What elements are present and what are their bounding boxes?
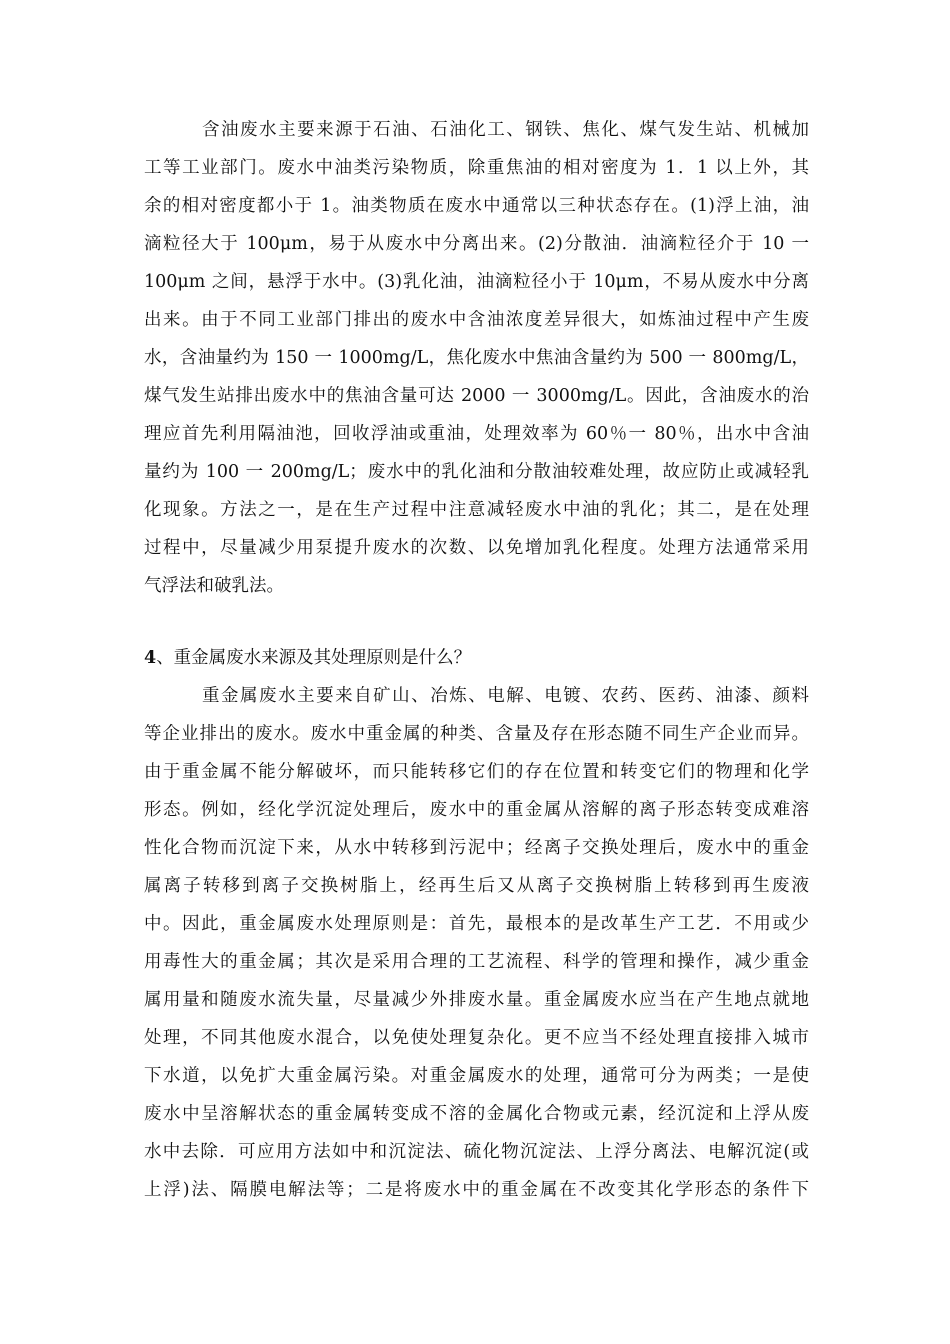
text-line: 工等工业部门。废水中油类污染物质，除重焦油的相对密度为 1．1 以上外，其 <box>144 158 809 178</box>
text-line: 水中去除．可应用方法如中和沉淀法、硫化物沉淀法、上浮分离法、电解沉淀(或 <box>144 1142 809 1162</box>
text-line: 属离子转移到离子交换树脂上，经再生后又从离子交换树脂上转移到再生废液 <box>144 876 809 896</box>
text-line: 性化合物而沉淀下来，从水中转移到污泥中；经离子交换处理后，废水中的重金 <box>144 838 809 858</box>
text-line: 出来。由于不同工业部门排出的废水中含油浓度差异很大，如炼油过程中产生废 <box>144 310 809 330</box>
text-line: 由于重金属不能分解破坏，而只能转移它们的存在位置和转变它们的物理和化学 <box>144 762 809 782</box>
text-line: 余的相对密度都小于 1。油类物质在废水中通常以三种状态存在。(1)浮上油，油 <box>144 196 809 216</box>
text-line: 废水中呈溶解状态的重金属转变成不溶的金属化合物或元素，经沉淀和上浮从废 <box>144 1104 809 1124</box>
text-line: 下水道，以免扩大重金属污染。对重金属废水的处理，通常可分为两类；一是使 <box>144 1066 809 1086</box>
text-line: 属用量和随废水流失量，尽量减少外排废水量。重金属废水应当在产生地点就地 <box>144 990 809 1010</box>
text-line: 煤气发生站排出废水中的焦油含量可达 2000 一 3000mg/L。因此，含油废水的治 <box>144 386 809 406</box>
text-line: 水，含油量约为 150 一 1000mg/L，焦化废水中焦油含量约为 500 一 800mg/L， <box>144 348 809 368</box>
section-heading <box>144 645 809 671</box>
text-line: 化现象。方法之一，是在生产过程中注意减轻废水中油的乳化；其二，是在处理 <box>144 500 809 520</box>
text-line: 中。因此，重金属废水处理原则是：首先，最根本的是改革生产工艺．不用或少 <box>144 914 809 934</box>
text-line: 含油废水主要来源于石油、石油化工、钢铁、焦化、煤气发生站、机械加 <box>202 120 809 140</box>
text-line: 上浮)法、隔膜电解法等；二是将废水中的重金属在不改变其化学形态的条件下 <box>144 1180 809 1200</box>
text-line: 用毒性大的重金属；其次是采用合理的工艺流程、科学的管理和操作，减少重金 <box>144 952 809 972</box>
text-line: 等企业排出的废水。废水中重金属的种类、含量及存在形态随不同生产企业而异。 <box>144 724 809 744</box>
text-line: 处理，不同其他废水混合，以免使处理复杂化。更不应当不经处理直接排入城市 <box>144 1028 809 1048</box>
text-line: 过程中，尽量减少用泵提升废水的次数、以免增加乳化程度。处理方法通常采用 <box>144 538 809 558</box>
text-line: 100μm 之间，悬浮于水中。(3)乳化油，油滴粒径小于 10μm，不易从废水中分离 <box>144 272 809 292</box>
text-line: 气浮法和破乳法。 <box>144 576 284 596</box>
text-line: 重金属废水主要来自矿山、冶炼、电解、电镀、农药、医药、油漆、颜料 <box>202 686 809 706</box>
text-line: 量约为 100 一 200mg/L；废水中的乳化油和分散油较难处理，故应防止或减轻乳 <box>144 462 809 482</box>
section-title: 、重金属废水来源及其处理原则是什么？ <box>156 648 472 668</box>
text-line: 形态。例如，经化学沉淀处理后，废水中的重金属从溶解的离子形态转变成难溶 <box>144 800 809 820</box>
text-line: 滴粒径大于 100μm，易于从废水中分离出来。(2)分散油．油滴粒径介于 10 一 <box>144 234 809 254</box>
text-line: 理应首先利用隔油池，回收浮油或重油，处理效率为 60％一 80％，出水中含油 <box>144 424 809 444</box>
section-number: 4 <box>144 648 157 668</box>
